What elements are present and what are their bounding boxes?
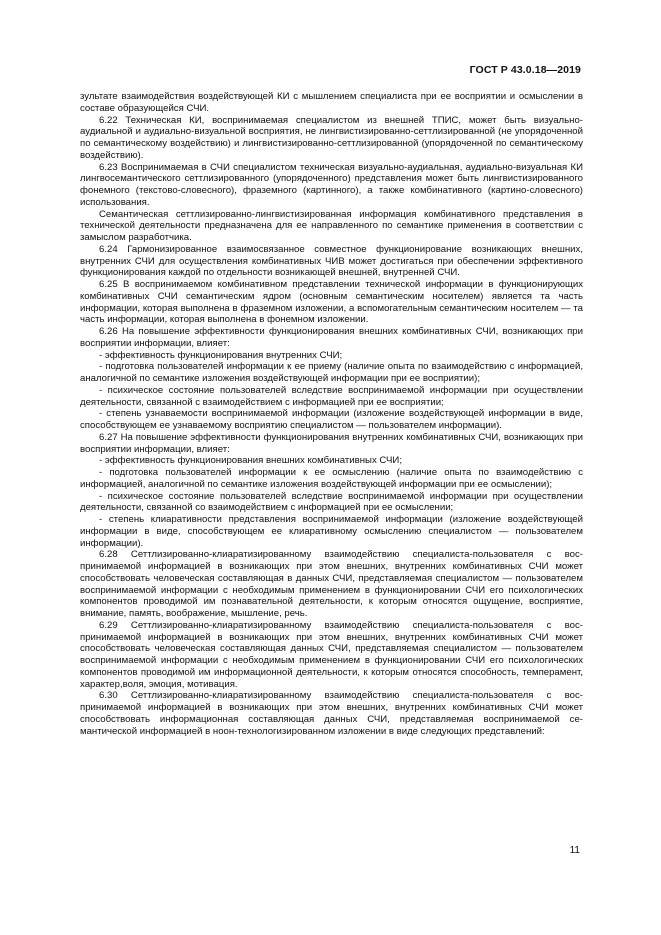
standard-designation: ГОСТ Р 43.0.18—2019	[469, 64, 581, 76]
list-item: - степень клиаративности представления воспринимаемой информации (изложение воздействующей информации в виде, способствующем ее клиаративному осмыслению специалистом — пользователем информации).	[80, 514, 583, 549]
list-item: - эффективность функционирования внешних комбинативных СЧИ;	[99, 455, 402, 467]
clause-6-23-note: Семантическая сеттлизированно-лингвистизированная информация комбинативного представления в технической деятельности предназначена для ее направленного по семантике применения в соответствии с замыслом разработчика.	[80, 208, 583, 243]
clause-6-25: 6.25 В воспринимаемом комбинативном представлении технической информации в функционирующих комбинативных СЧИ семантическим ядром (основным семантическим носителем) является та часть информации, которая выполнена в фраземном изложении, а вспомогательным семантическим носителем — та часть информации, которая выполнена в фонемном изложении.	[80, 279, 583, 326]
list-item: - психическое состояние пользователей вследствие воспринимаемой информации при осуществлении деятельности, связанной с взаимодействием с информацией при ее восприятии;	[80, 384, 583, 408]
list-item: - психическое состояние пользователей вследствие воспринимаемой информации при осуществлении деятельности, связанной со взаимодействием с информацией при ее осмыслении;	[80, 490, 583, 514]
list-item: - подготовка пользователей информации к ее приему (наличие опыта по взаимодействию с информацией, аналогичной по семантике изложения воздействующей информации при ее восприятии);	[80, 361, 583, 384]
list-item: - эффективность функционирования внутренних СЧИ;	[99, 349, 343, 361]
list-item: - степень узнаваемости воспринимаемой информации (изложение воздействующей информации в виде, способствующем ее узнаваемому восприятию специалистом — пользователем информации).	[80, 408, 583, 431]
page-number: 11	[569, 845, 580, 856]
body-text	[80, 91, 583, 737]
clause-6-28: 6.28 Сеттлизированно-клиаратизированному взаимодействию специалиста-пользователя с воспринимаемой информацией в возникающих при этом внешних, внутренних комбинативных СЧИ может способствовать человеческая составляющая в данных СЧИ, представляемая специалистом — пользователем воспринимаемой информации с необходимым применением в функционировании СЧИ его психологических компонентов проводимой им познавательной деятельности, к которым относятся ощущение, восприятие, внимание, память, воображение, мышление, речь.	[80, 549, 583, 619]
clause-6-24: 6.24 Гармонизированное взаимосвязанное совместное функционирование возникающих внешних, внутренних СЧИ для осуществления комбинативных ЧИВ может достигаться при обеспечении эффективного функционирования каждой по отдельности возникающей внешней, внутренней СЧИ.	[80, 243, 583, 279]
clause-6-26: 6.26 На повышение эффективности функционирования внешних комбинативных СЧИ, возникающих при восприятии информации, влияет:	[80, 326, 583, 349]
clause-6-27: 6.27 На повышение эффективности функционирования внутренних комбинативных СЧИ, возникающих при восприятии информации, влияет:	[80, 431, 583, 455]
list-item: - подготовка пользователей информации к ее осмыслению (наличие опыта по взаимодействию с информацией, аналогичной по семантике изложения воздействующей информации при ее осмыслении);	[80, 467, 583, 490]
clause-6-30: 6.30 Сеттлизированно-клиаратизированному взаимодействию специалиста-пользователя с воспринимаемой информацией в возникающих при этом внешних, внутренних комбинативных СЧИ может способствовать информационная составляющая данных СЧИ, представляемая воспринимаемой семантической информацией в ноон-технологизированном изложении в виде следующих представлений:	[80, 690, 583, 737]
paragraph-continuation: зультате взаимодействия воздействующей КИ с мышлением специалиста при ее восприятии и осмыслении в составе образующейся СЧИ.	[80, 91, 583, 114]
clause-6-23: 6.23 Воспринимаемая в СЧИ специалистом техническая визуально-аудиальная, аудиально-визуальная КИ лингвосемантического сеттлизированного (упорядоченного) представления может быть лингвистизированного фонемного (текстово-словесного), фраземного (картинного), а также комбинативного (картино-словесного) использования.	[80, 161, 583, 208]
clause-6-29: 6.29 Сеттлизированно-клиаратизированному взаимодействию специалиста-пользователя с воспринимаемой информацией в возникающих при этом внешних, внутренних комбинативных СЧИ может способствовать человеческая составляющая данных СЧИ, представляемая специалистом — пользователем воспринимаемой информации с необходимым применением в функционировании СЧИ его психологических компонентов проводимой им информационной деятельности, к которым относятся способность, темперамент, характер,воля, эмоция, мотивация.	[80, 619, 583, 690]
clause-6-22: 6.22 Техническая КИ, воспринимаемая специалистом из внешней ТПИС, может быть визуально-аудиальной и аудиально-визуальной восприятия, не лингвистизированно-сеттлизированной (не упорядоченной по семантическому воздействию) и лингвистизированно-сеттлизированной (упорядоченной по семантическому воздействию).	[80, 114, 583, 161]
